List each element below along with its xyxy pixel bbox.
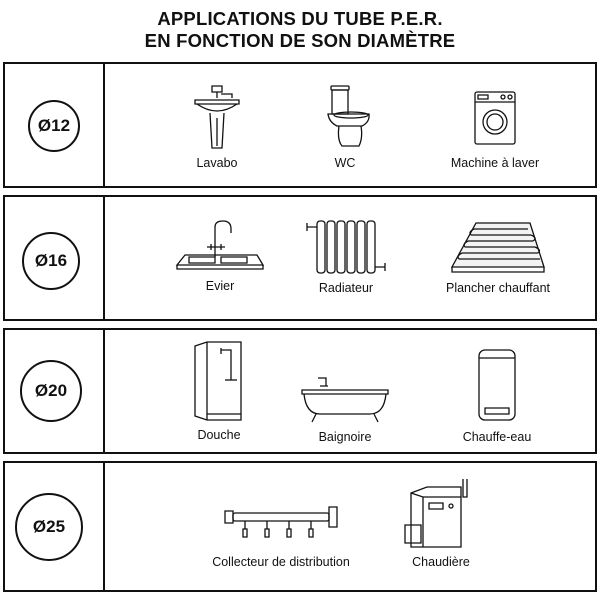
item-label: Lavabo <box>196 156 238 170</box>
washing-machine-icon <box>473 86 517 152</box>
row-d12 <box>3 62 597 188</box>
diameter-cell <box>5 463 105 590</box>
diameter-cell <box>5 64 105 186</box>
item-label: Plancher chauffant <box>445 281 550 295</box>
diameter-badge: Ø12 <box>28 100 80 152</box>
diameter-badge: Ø20 <box>20 360 82 422</box>
boiler-icon <box>403 477 479 551</box>
diameter-cell <box>5 197 105 319</box>
kitchen-sink-icon <box>175 217 265 275</box>
water-heater-icon <box>475 348 519 426</box>
row-d20 <box>3 328 597 454</box>
toilet-icon <box>317 84 373 152</box>
manifold-icon <box>221 497 341 551</box>
bathtub-icon <box>298 372 392 426</box>
item-label: WC <box>334 156 356 170</box>
radiator-icon <box>303 217 389 277</box>
item-machine-a-laver <box>435 86 555 170</box>
item-collecteur <box>201 497 361 569</box>
row-d25 <box>3 461 597 592</box>
item-label: Douche <box>197 428 241 442</box>
item-label: Evier <box>205 279 235 293</box>
item-label: Collecteur de distribution <box>212 555 350 569</box>
item-label: Baignoire <box>318 430 372 444</box>
item-douche <box>179 340 259 442</box>
item-radiateur <box>303 217 389 295</box>
diameter-badge: Ø25 <box>15 493 83 561</box>
row-d16 <box>3 195 597 321</box>
diameter-cell <box>5 330 105 452</box>
item-plancher-chauffant <box>433 217 563 295</box>
underfloor-heating-icon <box>448 217 548 277</box>
item-label: Chauffe-eau <box>462 430 532 444</box>
item-chaudiere <box>401 477 481 569</box>
item-label: Radiateur <box>318 281 374 295</box>
item-label: Chaudière <box>412 555 470 569</box>
item-evier <box>175 217 265 293</box>
title-line-2: EN FONCTION DE SON DIAMÈTRE <box>144 30 456 51</box>
diameter-badge: Ø16 <box>22 232 80 290</box>
title-line-1: APPLICATIONS DU TUBE P.E.R. <box>157 8 443 29</box>
item-chauffe-eau <box>447 348 547 444</box>
item-wc <box>305 84 385 170</box>
shower-icon <box>191 340 247 424</box>
item-lavabo <box>177 84 257 170</box>
item-label: Machine à laver <box>450 156 540 170</box>
sink-basin-icon <box>192 84 242 152</box>
item-baignoire <box>295 372 395 444</box>
